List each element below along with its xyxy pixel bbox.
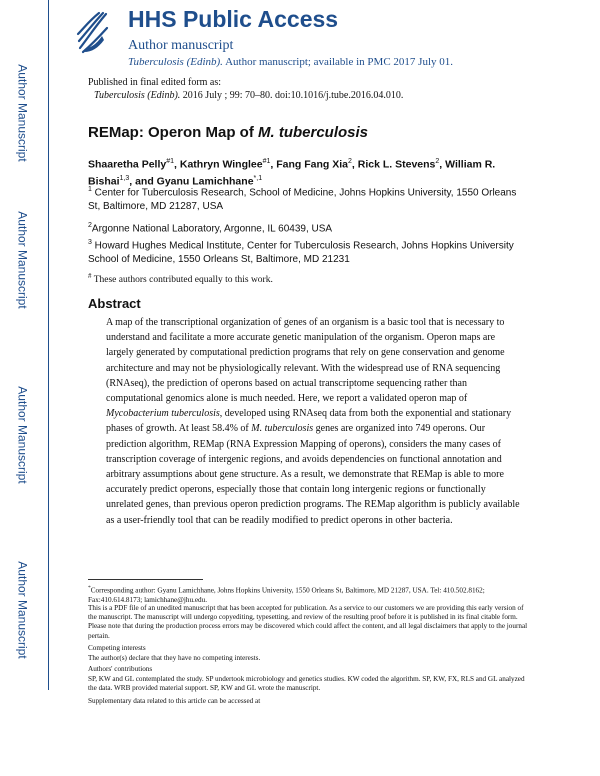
header-journal-line <box>128 56 453 68</box>
paper-title: REMap: Operon Map of M. tuberculosis <box>88 124 369 141</box>
contributions-heading: Authors' contributions <box>88 665 153 673</box>
sidebar-label-author-manuscript: Author Manuscript <box>16 561 31 659</box>
author-name: Rick L. Stevens <box>357 158 436 171</box>
manuscript-disclaimer: This is a PDF file of an unedited manuscript that has been accepted for publication. As a service to our customers we are providing this early version of the manuscript. The manuscript will undergo copyediting, typesetting, and review of the resulting proof before it is published in its final citable form. Please note that during the production process errors may be discovered which could affect the content, and all legal disclaimers that apply to the journal pertain. <box>88 604 528 640</box>
affiliation-3: $^3$ Howard Hughes Medical Institute, Center for Tuberculosis Research, Johns Hopkins University School of Medicine, 1550 Orleans St, Baltimore, MD 21231 <box>88 239 514 266</box>
sidebar-label-author-manuscript: Author Manuscript <box>16 64 31 162</box>
author-name: Shaaretha Pelly <box>88 158 167 171</box>
author-sup: 2 <box>348 158 352 165</box>
author-name: Fang Fang Xia <box>276 158 349 171</box>
publication-journal: Tuberculosis (Edinb). <box>94 90 181 101</box>
hhs-eagle-icon <box>74 8 110 56</box>
corresponding-author-note: *Corresponding author: Gyanu Lamichhane, Johns Hopkins University, 1550 Orleans St, Baltimore, MD 21287, USA. Tel: 410.502.8162; Fax:410.614.8173; lamichhane@jhu.edu. <box>88 585 485 604</box>
header-availability: Author manuscript; available in PMC 2017 July 01. <box>222 56 454 68</box>
publication-label: Published in final edited form as: <box>88 77 222 88</box>
header-subtitle: Author manuscript <box>128 38 234 53</box>
contributions-text: SP, KW and GL contemplated the study. SP undertook microbiology and genetics studies. KW coded the algorithm. SP, KW, FX, RLS and GL analyzed the data. WRB provided material support. SP, KW and GL wrote the manuscript. <box>88 675 525 693</box>
supplementary-note: Supplementary data related to this article can be accessed at <box>88 697 261 705</box>
author-list: Shaaretha Pelly$^{\#1}$, Kathryn Winglee$^{\#1}$, Fang Fang Xia$^2$, Rick L. Stevens$^2$, William R. Bishai$^{1,3}$, and Gyanu Lamichhane$^{*,1}$ <box>88 158 496 187</box>
abstract-text: A map of the transcriptional organization of genes of an organism is a basic tool that is necessary to understand and facilitate a more accurate genetic manipulation of the organism. Operon maps are largely generated by computational prediction programs that rely on gene conservation and genome architecture and may not be physiologically relevant. With the widespread use of RNA sequencing (RNAseq), the prediction of operons based on actual transcriptome sequencing rather than computational genomics alone is much needed. Here, we report a validated operon map of Mycobacterium tuberculosis, developed using RNAseq data from both the exponential and stationary phases of growth. At least 58.4% of M. tuberculosis genes are organized into 749 operons. Our prediction algorithm, REMap (RNA Expression Mapping of operons), considers the many cases of transcription coverage of intergenic regions, and avoids dependencies on functional annotation and arbitrary assumptions about gene structure. As a result, we demonstrate that REMap is able to more accurately predict operons, especially those that contain long intergenic regions or functionally unrelated genes, than previous operon prediction programs. The REMap algorithm is publicly available as a user-friendly tool that can be readily modified to predict operons in other bacteria. <box>106 317 520 526</box>
equal-contribution-note: # These authors contributed equally to this work. <box>88 272 273 286</box>
author-sup: #1 <box>166 158 175 165</box>
paper-title-organism: M. tuberculosis <box>258 124 369 141</box>
sidebar-label-author-manuscript: Author Manuscript <box>16 211 31 309</box>
competing-interests-text: The author(s) declare that they have no competing interests. <box>88 654 261 662</box>
affiliation-1: $^1$ Center for Tuberculosis Research, School of Medicine, Johns Hopkins University, 1550 Orleans St, Baltimore, MD 21287, USA <box>88 186 517 213</box>
author-name: Gyanu Lamichhane <box>156 175 254 187</box>
header-title: HHS Public Access <box>128 6 339 32</box>
author-name: William R. Bishai <box>88 158 496 187</box>
publication-details: 2016 July ; 99: 70–80. doi:10.1016/j.tube.2016.04.010. <box>180 90 404 101</box>
footnote-rule <box>88 579 203 580</box>
affiliation-2: $^2$Argonne National Laboratory, Argonne, IL 60439, USA <box>88 222 333 235</box>
author-sup: *,1 <box>253 174 263 182</box>
author-sup: 2 <box>435 158 440 165</box>
header-journal-name: Tuberculosis (Edinb). <box>128 56 223 68</box>
publication-citation <box>88 89 403 102</box>
author-sup: #1 <box>262 158 271 165</box>
sidebar-label-author-manuscript: Author Manuscript <box>16 386 31 484</box>
author-name: Kathryn Winglee <box>179 158 263 171</box>
abstract-heading: Abstract <box>88 296 141 311</box>
competing-interests-heading: Competing interests <box>88 644 146 652</box>
author-sup: 1,3 <box>119 174 130 182</box>
sidebar-rule <box>48 0 49 690</box>
publication-info <box>88 76 403 102</box>
